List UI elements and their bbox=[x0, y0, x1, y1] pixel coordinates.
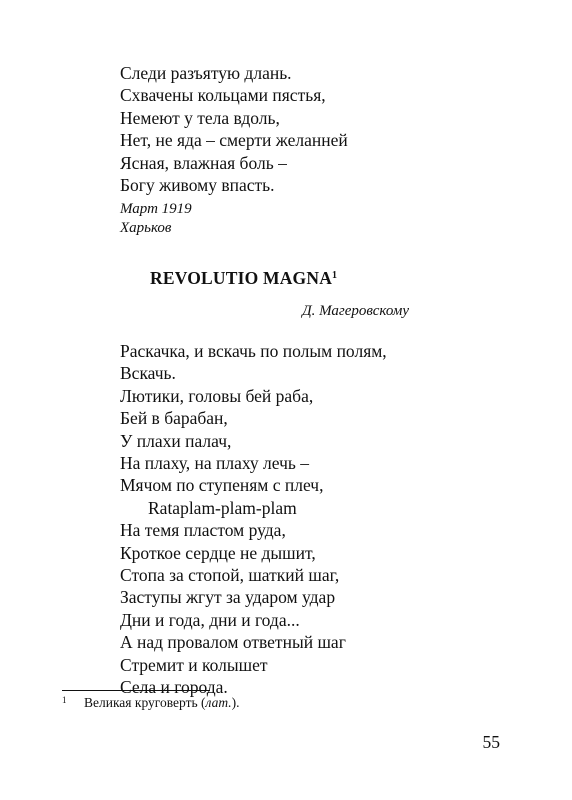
verse-line: А над провалом ответный шаг bbox=[120, 632, 346, 653]
verse-line: Раскачка, и вскачь по полым полям, bbox=[120, 341, 387, 361]
footnote-abbreviation: лат. bbox=[205, 695, 232, 710]
verse-line: Дни и года, дни и года... bbox=[120, 609, 300, 630]
footnote-text-end: ). bbox=[231, 695, 240, 710]
verse-line: У плахи палач, bbox=[120, 430, 232, 451]
verse-line: Немеют у тела вдоль, bbox=[120, 107, 280, 128]
verse-line-refrain: Rataplam-plam-plam bbox=[148, 497, 297, 518]
verse-line: Села и города. bbox=[120, 677, 228, 698]
verse-line: На плаху, на плаху лечь – bbox=[120, 453, 310, 474]
verse-line: Заступы жгут за ударом удар bbox=[120, 587, 336, 608]
poem-title bbox=[150, 268, 337, 289]
footnote-reference: 1 bbox=[332, 270, 338, 281]
poem-title-text: REVOLUTIO MAGNA bbox=[150, 268, 333, 288]
poem-dedication: Д. Магеровскому bbox=[302, 303, 409, 319]
verse-line: Лютики, головы бей раба, bbox=[120, 385, 314, 406]
page-number: 55 bbox=[482, 732, 500, 752]
verse-line: Схвачены кольцами пястья, bbox=[120, 85, 326, 106]
verse-line: Вскачь. bbox=[120, 363, 176, 384]
verse-line: Следи разъятую длань. bbox=[120, 63, 292, 83]
footnote-text: Великая круговерть ( bbox=[84, 695, 206, 710]
verse-line: На темя пластом руда, bbox=[120, 520, 286, 541]
footnote-divider bbox=[62, 690, 210, 691]
verse-line: Стопа за стопой, шаткий шаг, bbox=[120, 565, 340, 586]
verse-line: Кроткое сердце не дышит, bbox=[120, 542, 316, 563]
verse-line: Ясная, влажная боль – bbox=[120, 152, 287, 173]
poem-body bbox=[120, 340, 387, 699]
verse-line: Бей в барабан, bbox=[120, 408, 228, 429]
verse-line: Стремит и колышет bbox=[120, 654, 268, 675]
poem-date: Март 1919 bbox=[120, 201, 192, 217]
footnote-number: 1 bbox=[62, 695, 67, 705]
verse-line: Нет, не яда – смерти желанней bbox=[120, 130, 348, 151]
poem-place: Харьков bbox=[120, 220, 172, 236]
verse-line: Богу живому впасть. bbox=[120, 175, 275, 196]
footnote bbox=[62, 695, 239, 711]
poem-stanza-ending bbox=[120, 62, 348, 196]
verse-line: Мячом по ступеням с плеч, bbox=[120, 475, 324, 496]
poem-dateline bbox=[120, 200, 192, 238]
